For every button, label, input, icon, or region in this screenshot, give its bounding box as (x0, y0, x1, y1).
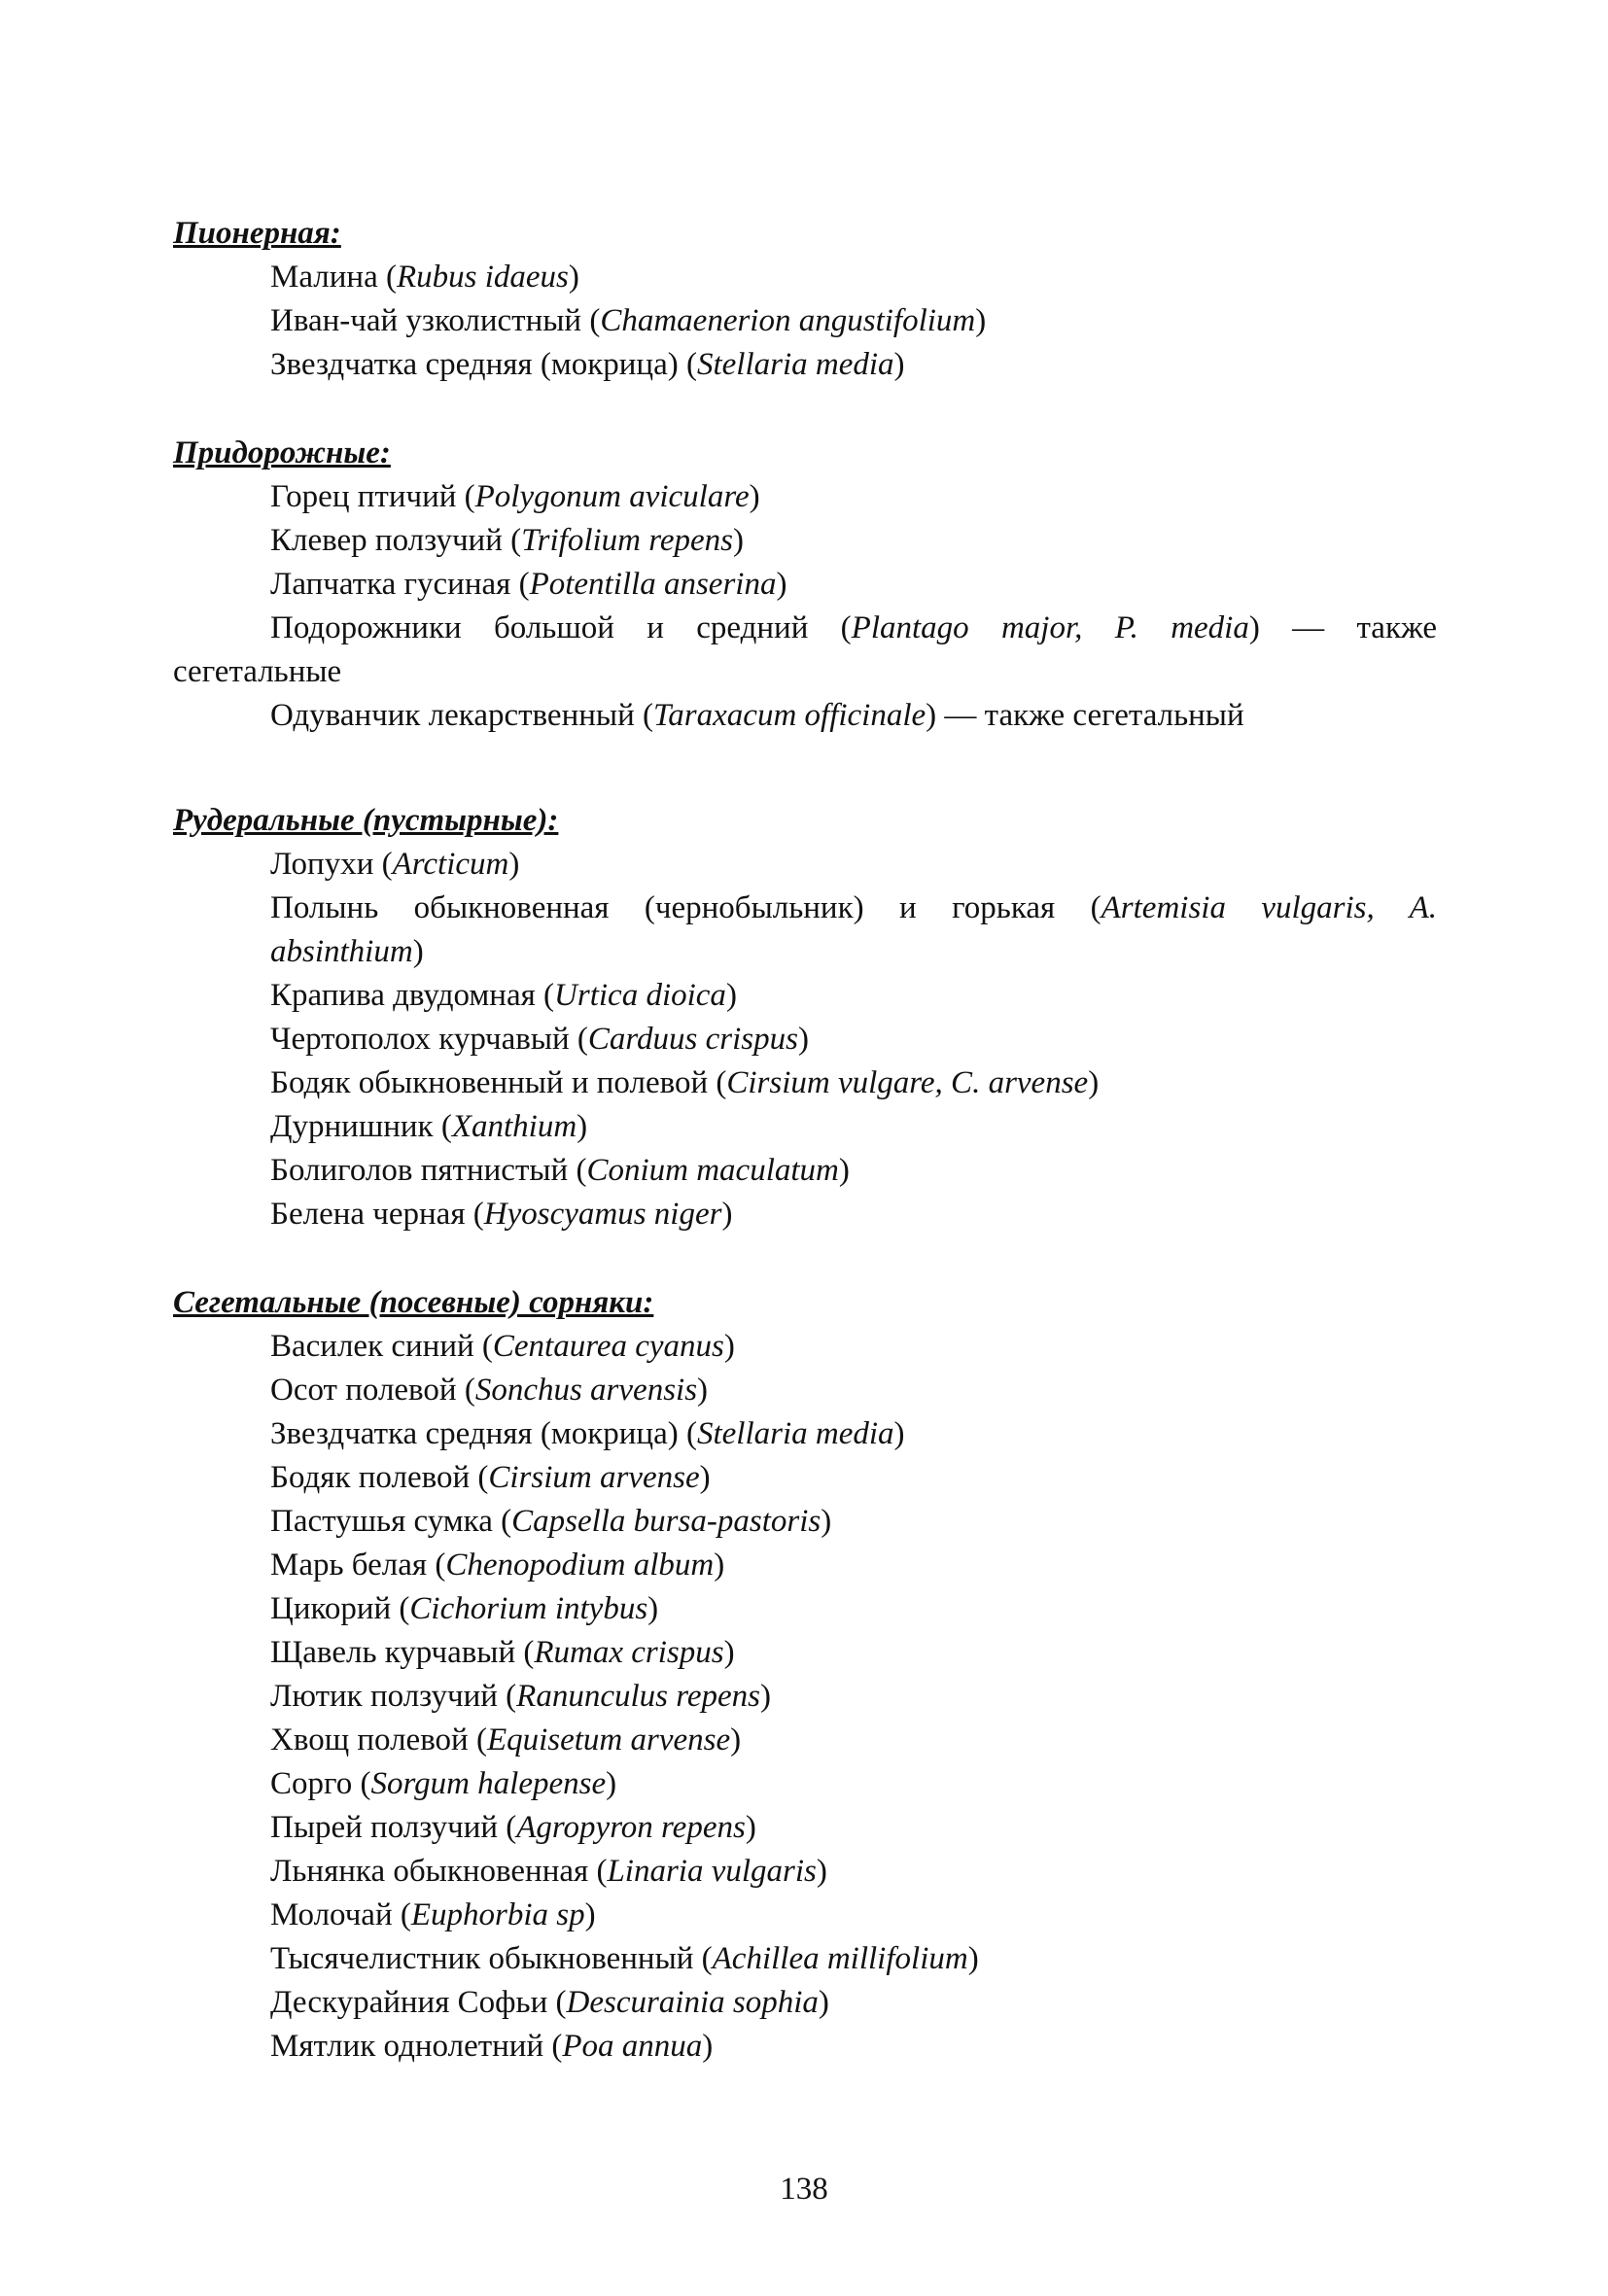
list-item: Крапива двудомная (Urtica dioica) (270, 978, 737, 1013)
list-item: Лютик ползучий (Ranunculus repens) (270, 1679, 771, 1714)
page-number: 138 (780, 2172, 828, 2207)
list-item: Одуванчик лекарственный (Taraxacum officinale) — также сегетальный (270, 698, 1244, 733)
list-item: Тысячелистник обыкновенный (Achillea millifolium) (270, 1941, 979, 1976)
list-item: Лапчатка гусиная (Potentilla anserina) (270, 567, 787, 602)
list-item: Белена черная (Hyoscyamus niger) (270, 1197, 733, 1232)
list-item: Малина (Rubus idaeus) (270, 260, 579, 295)
section-heading: Сегетальные (посевные) сорняки: (173, 1285, 654, 1320)
list-item: Бодяк полевой (Cirsium arvense) (270, 1460, 711, 1495)
list-item: Чертополох курчавый (Carduus crispus) (270, 1022, 809, 1057)
list-item: Дурнишник (Xanthium) (270, 1109, 588, 1144)
list-item: Цикорий (Cichorium intybus) (270, 1591, 659, 1626)
list-item: Клевер ползучий (Trifolium repens) (270, 523, 744, 558)
section-heading: Пионерная: (173, 216, 341, 251)
list-item: Дескурайния Софьи (Descurainia sophia) (270, 1985, 829, 2020)
section-ruderal (173, 799, 1437, 1236)
list-item: Василек синий (Centaurea cyanus) (270, 1329, 735, 1364)
list-item: Горец птичий (Polygonum aviculare) (270, 479, 760, 514)
list-item: Подорожники большой и средний (Plantago major, P. media) — также (270, 610, 1437, 645)
list-item: Звездчатка средняя (мокрица) (Stellaria media) (270, 347, 905, 382)
list-item: Пырей ползучий (Agropyron repens) (270, 1810, 756, 1845)
list-item: Сорго (Sorgum halepense) (270, 1766, 617, 1801)
list-item: Щавель курчавый (Rumax crispus) (270, 1635, 735, 1670)
list-item-continuation: absinthium) (270, 934, 424, 969)
section-heading: Придорожные: (173, 435, 391, 470)
list-item: Болиголов пятнистый (Conium maculatum) (270, 1153, 850, 1188)
list-item: Иван-чай узколистный (Chamaenerion angustifolium) (270, 303, 987, 338)
section-pioneer (173, 212, 1437, 387)
list-item: Молочай (Euphorbia sp) (270, 1897, 596, 1932)
list-item: Марь белая (Chenopodium album) (270, 1548, 725, 1583)
list-item: Мятлик однолетний (Poa annua) (270, 2029, 714, 2064)
list-item-continuation: сегетальные (173, 654, 342, 689)
section-heading: Рудеральные (пустырные): (173, 803, 559, 838)
list-item: Лопухи (Arcticum) (270, 847, 520, 882)
list-item: Бодяк обыкновенный и полевой (Cirsium vulgare, C. arvense) (270, 1065, 1100, 1100)
list-item: Полынь обыкновенная (чернобыльник) и горькая (Artemisia vulgaris, A. (270, 890, 1437, 925)
list-item: Льнянка обыкновенная (Linaria vulgaris) (270, 1854, 827, 1889)
list-item: Звездчатка средняя (мокрица) (Stellaria media) (270, 1416, 905, 1451)
list-item: Осот полевой (Sonchus arvensis) (270, 1373, 709, 1408)
section-roadside (173, 432, 1437, 738)
list-item: Пастушья сумка (Capsella bursa-pastoris) (270, 1504, 832, 1539)
section-segetal (173, 1281, 1437, 2069)
list-item: Хвощ полевой (Equisetum arvense) (270, 1722, 742, 1757)
